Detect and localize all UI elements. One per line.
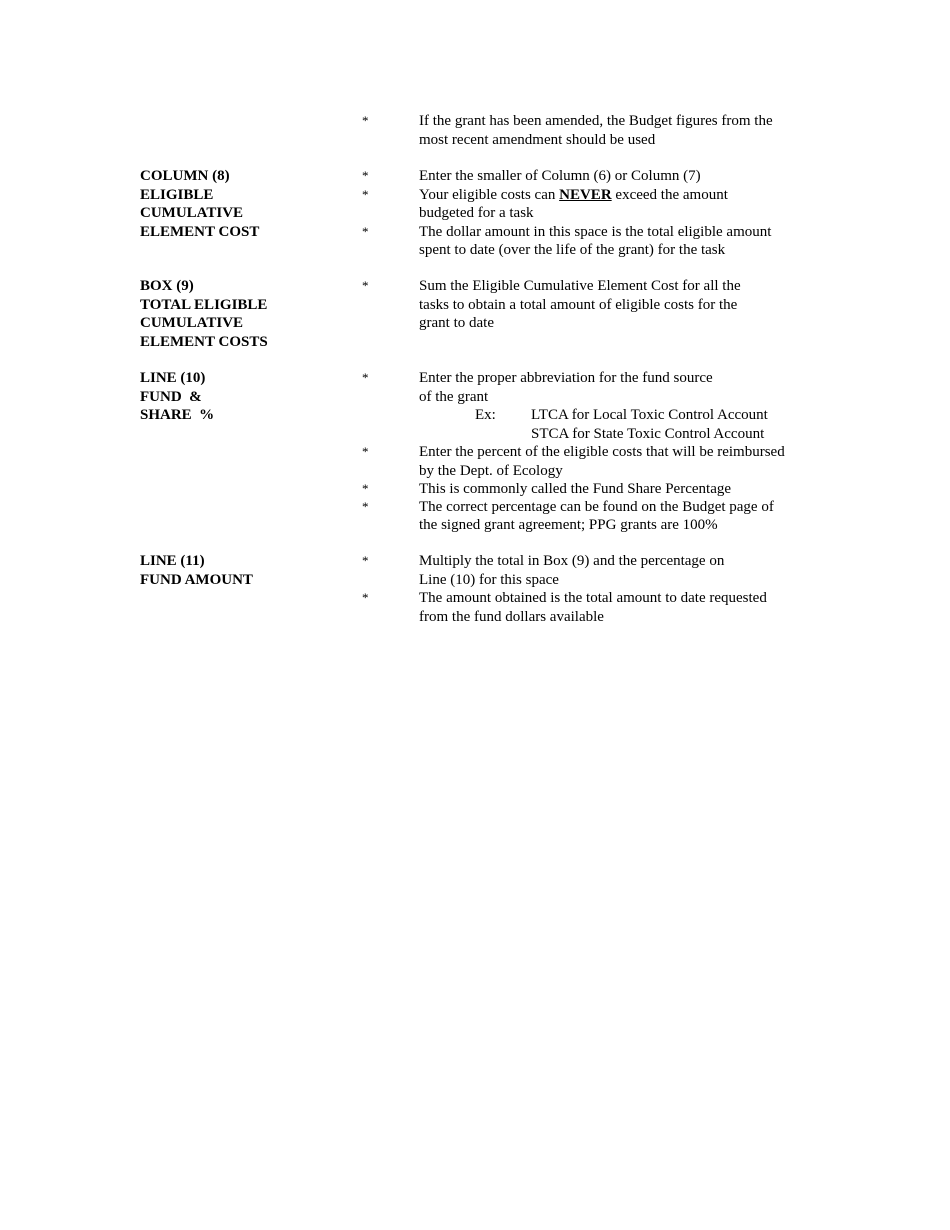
line10-bullet4-line2: the signed grant agreement; PPG grants are 100% [419, 517, 718, 533]
amendment-text-line1: If the grant has been amended, the Budget figures from the [419, 113, 773, 129]
line10-label-line3: SHARE % [140, 407, 215, 423]
example-ltca: LTCA for Local Toxic Control Account [531, 407, 768, 423]
line10-bullet2-line1: Enter the percent of the eligible costs that will be reimbursed [419, 444, 785, 460]
line11-label-line1: LINE (11) [140, 553, 205, 569]
box9-bullet1-line2: tasks to obtain a total amount of eligible costs for the [419, 296, 738, 313]
column8-bullet2-post: exceed the amount [611, 186, 728, 203]
bullet-star: * [362, 590, 369, 605]
box9-bullet1-line1: Sum the Eligible Cumulative Element Cost for all the [419, 278, 741, 294]
bullet-star: * [362, 444, 369, 459]
line11-bullet1-line2: Line (10) for this space [419, 571, 559, 588]
column8-bullet1: Enter the smaller of Column (6) or Column (7) [419, 168, 701, 184]
line10-bullet4-line1: The correct percentage can be found on the Budget page of [419, 498, 774, 515]
bullet-star: * [362, 498, 369, 514]
line11-bullet1-line1: Multiply the total in Box (9) and the percentage on [419, 553, 725, 569]
line11-bullet2-line2: from the fund dollars available [419, 608, 604, 625]
column8-label-line4: ELEMENT COST [140, 223, 260, 240]
column8-bullet2-line1 [419, 186, 728, 205]
bullet-star: * [362, 278, 369, 293]
bullet-star: * [362, 168, 369, 183]
box9-label-line2: TOTAL ELIGIBLE [140, 296, 268, 313]
example-label: Ex: [475, 407, 496, 423]
line11-bullet2-line1: The amount obtained is the total amount to date requested [419, 590, 767, 606]
line10-label-line2: FUND & [140, 388, 202, 405]
line10-bullet1-line1: Enter the proper abbreviation for the fund source [419, 370, 713, 386]
bullet-star: * [362, 370, 369, 385]
line10-bullet1-line2: of the grant [419, 388, 489, 405]
example-stca: STCA for State Toxic Control Account [531, 425, 765, 442]
bullet-star: * [362, 223, 369, 239]
column8-bullet2-line2: budgeted for a task [419, 205, 534, 221]
column8-label-line2: ELIGIBLE [140, 186, 214, 203]
box9-label-line3: CUMULATIVE [140, 315, 244, 331]
column8-label-line1: COLUMN (8) [140, 168, 230, 184]
bullet-star: * [362, 481, 369, 496]
column8-bullet3-line1: The dollar amount in this space is the total eligible amount [419, 223, 772, 240]
bullet-star: * [362, 553, 369, 568]
column8-bullet3-line2: spent to date (over the life of the grant) for the task [419, 242, 726, 258]
column8-label-line3: CUMULATIVE [140, 205, 244, 221]
box9-bullet1-line3: grant to date [419, 315, 494, 331]
line11-label-line2: FUND AMOUNT [140, 571, 253, 588]
never-emphasis: NEVER [559, 186, 612, 203]
line10-bullet2-line2: by the Dept. of Ecology [419, 462, 563, 479]
column8-bullet2-pre: Your eligible costs can [419, 186, 560, 203]
box9-label-line1: BOX (9) [140, 278, 194, 294]
bullet-star: * [362, 186, 369, 202]
line10-bullet3: This is commonly called the Fund Share Percentage [419, 481, 732, 497]
box9-label-line4: ELEMENT COSTS [140, 333, 268, 350]
amendment-text-line2: most recent amendment should be used [419, 131, 656, 148]
bullet-star: * [362, 113, 369, 128]
line10-label-line1: LINE (10) [140, 370, 206, 386]
